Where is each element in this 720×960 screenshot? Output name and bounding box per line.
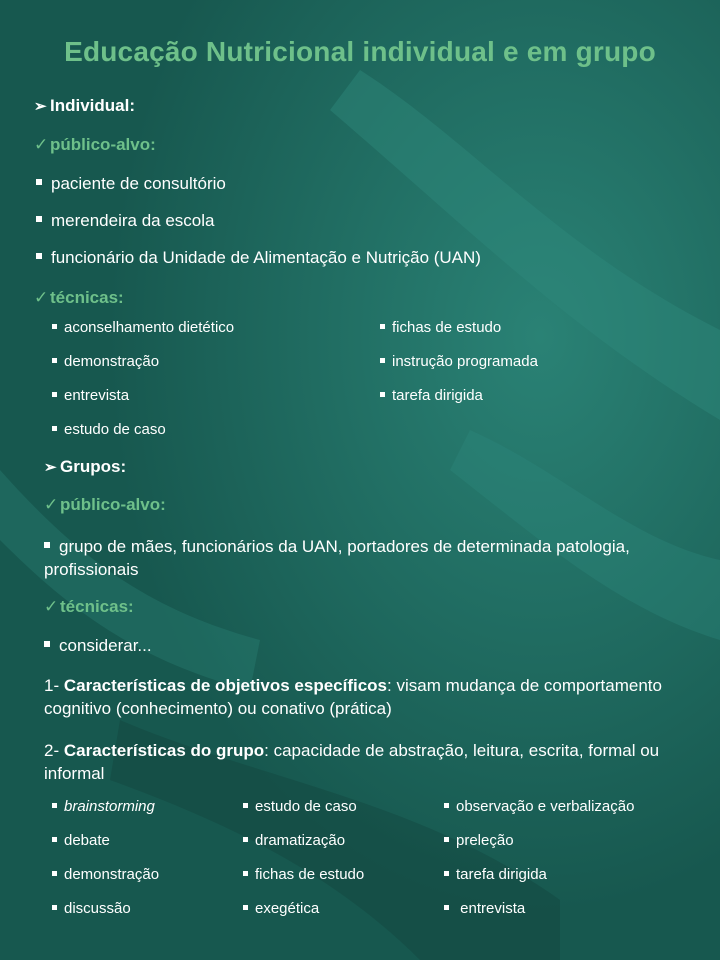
technique-text: dramatização [255, 832, 346, 849]
individual-heading-text: Individual: [50, 96, 135, 115]
square-bullet-icon [243, 871, 248, 876]
technique-text: entrevista [456, 900, 526, 917]
square-bullet-icon [52, 803, 57, 808]
grupos-heading [44, 457, 126, 477]
technique-item [243, 798, 357, 815]
technique-text: aconselhamento dietético [64, 319, 235, 336]
square-bullet-icon [52, 324, 57, 329]
technique-item [380, 319, 501, 336]
item-description: : capacidade de abstração, leitura, escrita, formal ou informal [44, 741, 660, 783]
technique-text: instrução programada [392, 353, 538, 370]
square-bullet-icon [243, 803, 248, 808]
list-item-text: paciente de consultório [51, 174, 226, 193]
square-bullet-icon [44, 542, 50, 548]
technique-item [243, 832, 345, 849]
arrow-bullet-icon: ➢ [34, 98, 47, 115]
individual-heading [34, 96, 135, 116]
technique-text: preleção [456, 832, 514, 849]
technique-text: fichas de estudo [392, 319, 502, 336]
technique-text: tarefa dirigida [392, 387, 483, 404]
considerar-text: considerar... [59, 636, 152, 655]
square-bullet-icon [444, 905, 449, 910]
square-bullet-icon [243, 905, 248, 910]
list-item-text: merendeira da escola [51, 211, 215, 230]
grupos-tecnicas-label-text: técnicas: [60, 597, 134, 616]
square-bullet-icon [380, 392, 385, 397]
technique-item [380, 353, 538, 370]
list-item [36, 174, 226, 194]
technique-item [243, 900, 319, 917]
characteristic-item-2 [44, 739, 684, 785]
grupos-publico-item [44, 535, 694, 581]
item-bold-label: Características do grupo [63, 741, 265, 760]
slide-title: Educação Nutricional individual e em grupo [64, 36, 656, 67]
technique-item [52, 866, 159, 883]
grupos-tecnicas-label [44, 597, 134, 617]
individual-tecnicas-label-text: técnicas: [50, 288, 124, 307]
square-bullet-icon [444, 803, 449, 808]
technique-item [444, 900, 525, 917]
technique-item [243, 866, 364, 883]
square-bullet-icon [36, 216, 42, 222]
technique-item [444, 866, 547, 883]
square-bullet-icon [52, 426, 57, 431]
arrow-bullet-icon: ➢ [44, 459, 57, 476]
technique-item [52, 421, 166, 438]
individual-tecnicas-label [34, 288, 124, 308]
list-item [36, 211, 214, 231]
item-bold-label: Características de objetivos específicos [63, 676, 388, 695]
technique-item [52, 900, 131, 917]
technique-text: tarefa dirigida [456, 866, 547, 883]
square-bullet-icon [44, 641, 50, 647]
item-number: 1- [44, 676, 60, 695]
list-item-text: funcionário da Unidade de Alimentação e Nutrição (UAN) [51, 248, 481, 267]
square-bullet-icon [380, 324, 385, 329]
technique-item [52, 319, 234, 336]
technique-text: debate [64, 832, 110, 849]
technique-text: demonstração [64, 353, 160, 370]
square-bullet-icon [444, 871, 449, 876]
technique-item [52, 798, 155, 815]
technique-item [444, 832, 514, 849]
technique-text: brainstorming [64, 798, 155, 815]
technique-text: estudo de caso [64, 421, 166, 438]
technique-text: exegética [255, 900, 320, 917]
square-bullet-icon [444, 837, 449, 842]
square-bullet-icon [52, 837, 57, 842]
grupos-publico-label-text: público-alvo: [60, 495, 166, 514]
list-item [36, 248, 481, 268]
technique-item [380, 387, 483, 404]
technique-text: observação e verbalização [456, 798, 635, 815]
item-number: 2- [44, 741, 60, 760]
square-bullet-icon [380, 358, 385, 363]
technique-text: demonstração [64, 866, 160, 883]
technique-item [444, 798, 634, 815]
square-bullet-icon [243, 837, 248, 842]
check-bullet-icon: ✓ [44, 495, 59, 514]
technique-item [52, 353, 159, 370]
check-bullet-icon: ✓ [34, 288, 49, 307]
square-bullet-icon [36, 253, 42, 259]
grupos-publico-label [44, 495, 166, 515]
technique-text: entrevista [64, 387, 130, 404]
technique-text: discussão [64, 900, 131, 917]
item-description: : visam mudança de comportamento cognitivo (conhecimento) ou conativo (prática) [44, 676, 662, 718]
square-bullet-icon [36, 179, 42, 185]
square-bullet-icon [52, 905, 57, 910]
square-bullet-icon [52, 358, 57, 363]
grupos-publico-text: grupo de mães, funcionários da UAN, portadores de determinada patologia, profissionais [44, 537, 630, 579]
check-bullet-icon: ✓ [34, 135, 49, 154]
technique-item [52, 832, 110, 849]
technique-text: fichas de estudo [255, 866, 365, 883]
square-bullet-icon [52, 871, 57, 876]
technique-item [52, 387, 129, 404]
considerar-item [44, 636, 152, 656]
grupos-heading-text: Grupos: [60, 457, 127, 476]
individual-publico-label-text: público-alvo: [50, 135, 156, 154]
square-bullet-icon [52, 392, 57, 397]
technique-text: estudo de caso [255, 798, 357, 815]
individual-publico-label [34, 135, 156, 155]
check-bullet-icon: ✓ [44, 597, 59, 616]
characteristic-item-1 [44, 674, 684, 720]
